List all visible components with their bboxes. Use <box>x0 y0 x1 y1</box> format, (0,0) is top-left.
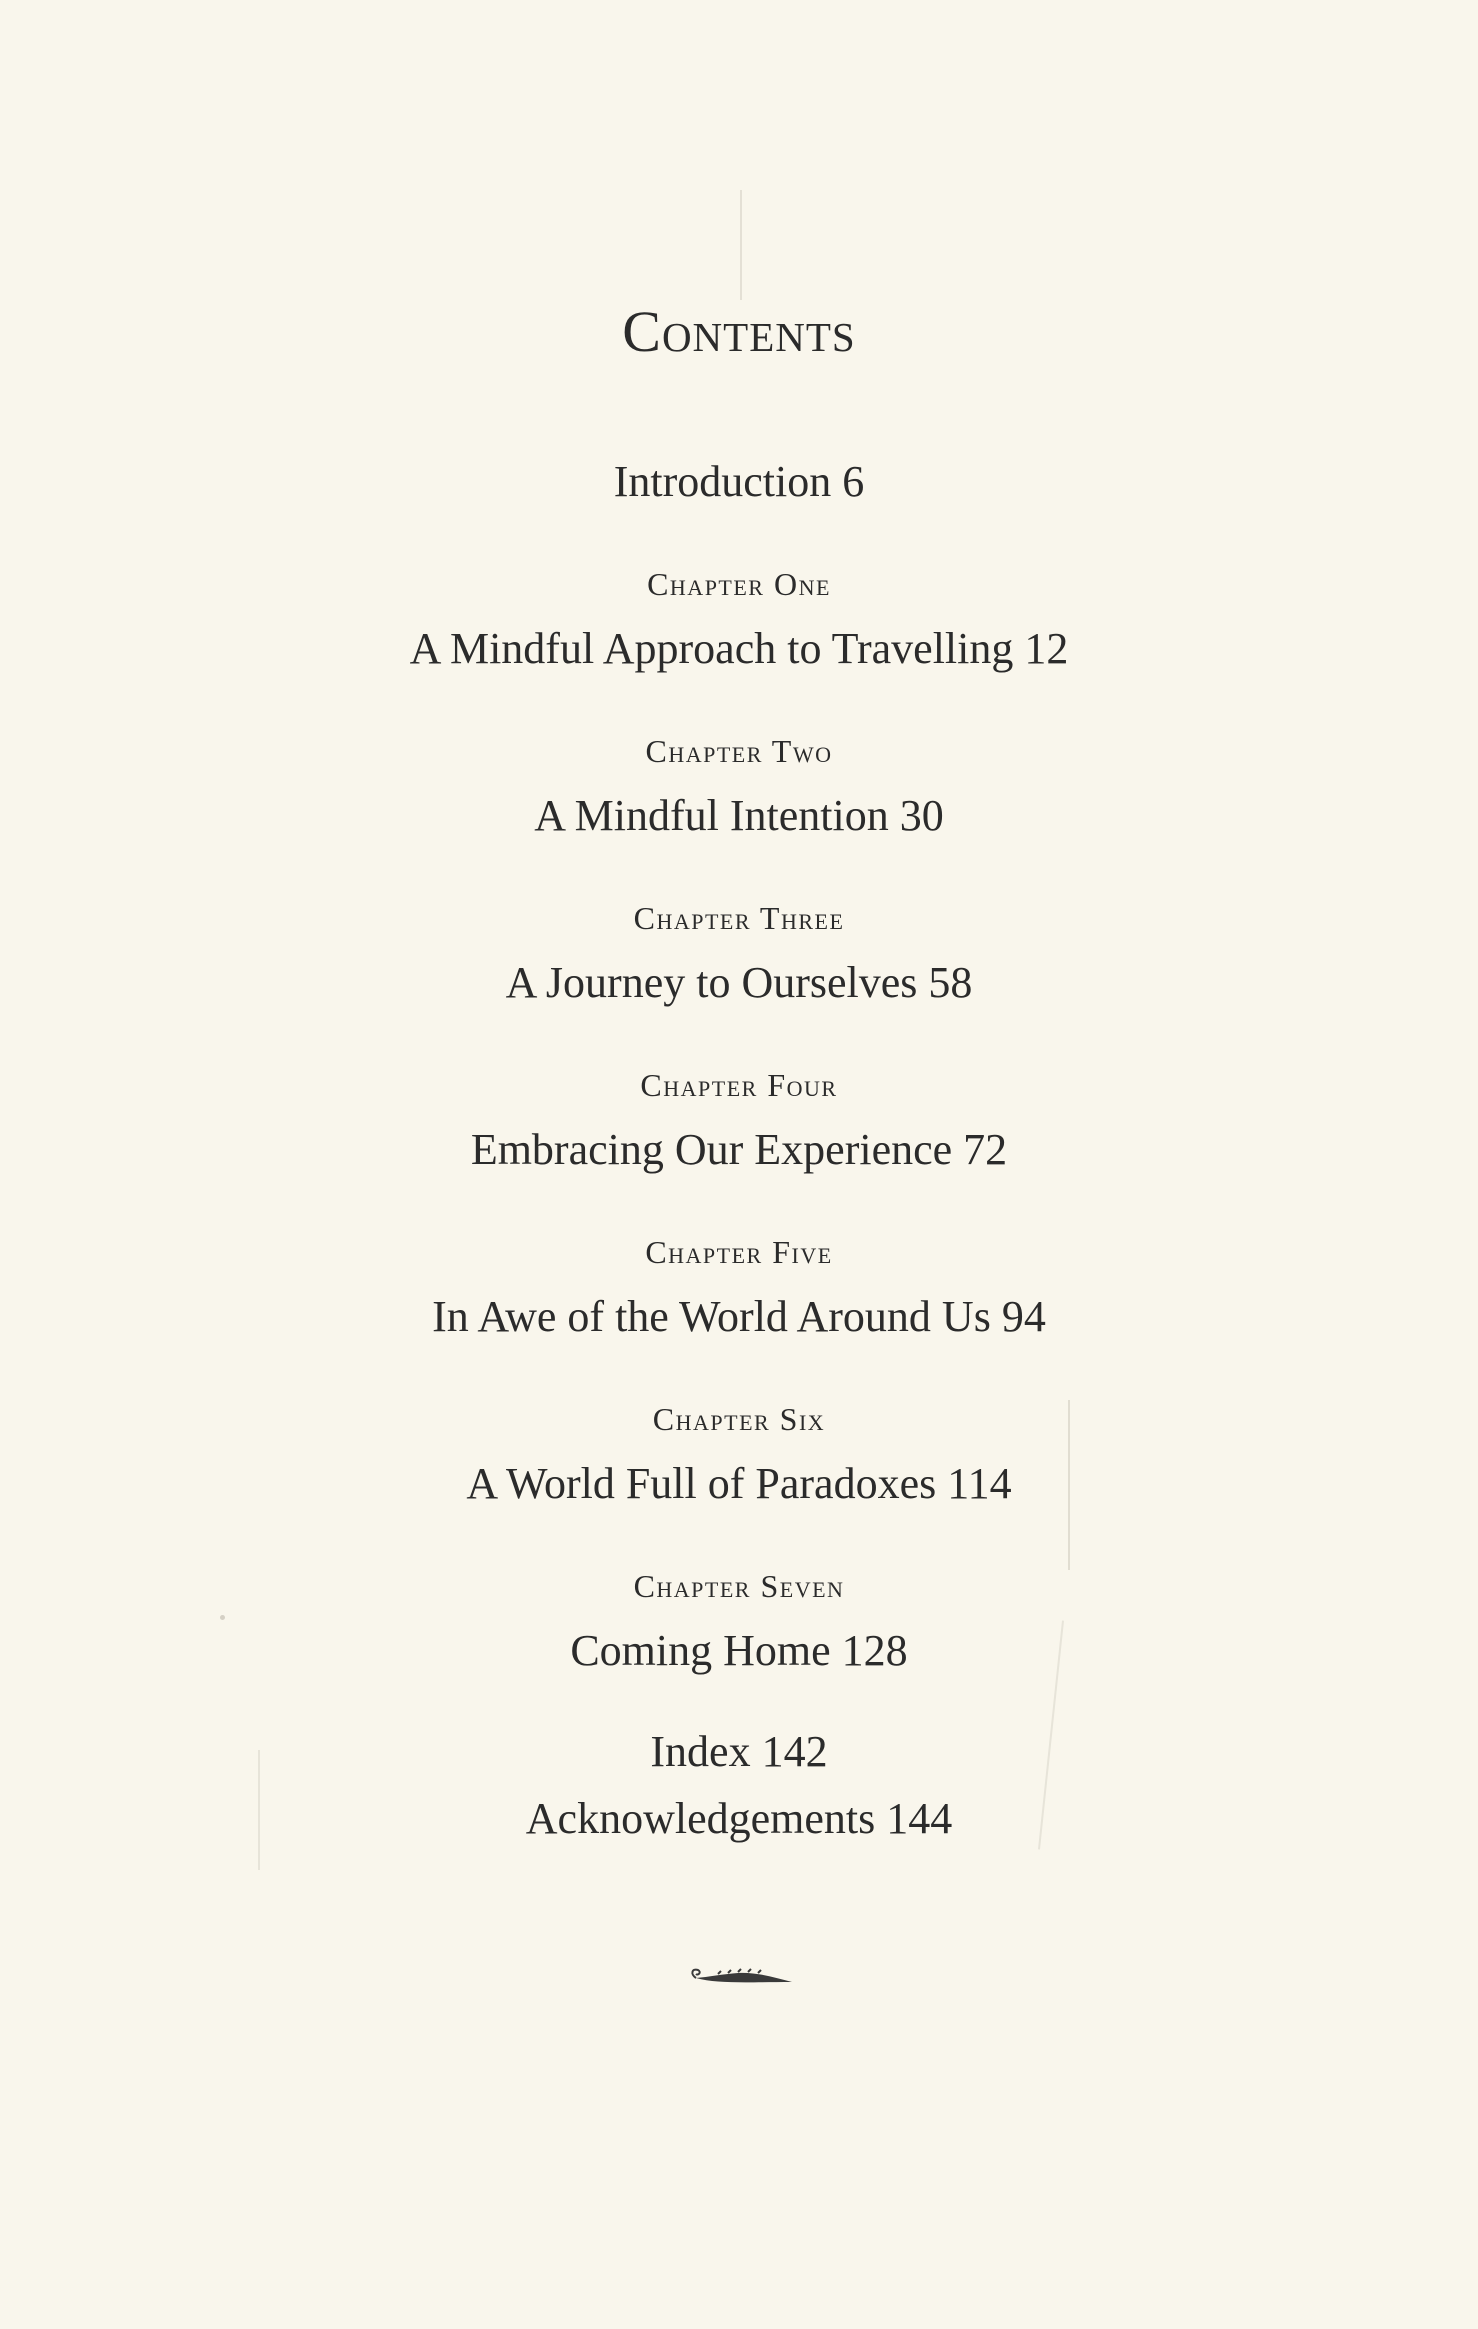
toc-acknowledgements: Acknowledgements 144 <box>525 1794 953 1843</box>
scan-mark <box>740 190 742 300</box>
chapter-label-5: Chapter Five <box>645 1234 833 1270</box>
chapter-title-6: A World Full of Paradoxes 114 <box>466 1459 1012 1508</box>
chapter-title-4: Embracing Our Experience 72 <box>470 1125 1008 1174</box>
chapter-title-7: Coming Home 128 <box>570 1626 908 1675</box>
chapter-title-3: A Journey to Ourselves 58 <box>505 958 973 1007</box>
scan-mark <box>220 1615 225 1620</box>
page-title: Contents <box>622 299 856 364</box>
chapter-title-2: A Mindful Intention 30 <box>534 791 944 840</box>
chapter-label-4: Chapter Four <box>640 1067 838 1103</box>
chapter-label-7: Chapter Seven <box>633 1568 845 1604</box>
chapter-title-5: In Awe of the World Around Us 94 <box>432 1292 1046 1341</box>
toc-index: Index 142 <box>650 1727 828 1776</box>
chapter-label-2: Chapter Two <box>645 733 833 769</box>
chapter-label-1: Chapter One <box>647 566 831 602</box>
flourish-ornament-icon <box>688 1964 798 1988</box>
chapter-label-3: Chapter Three <box>633 900 845 936</box>
chapter-title-1: A Mindful Approach to Travelling 12 <box>409 624 1069 673</box>
toc-introduction: Introduction 6 <box>613 457 865 506</box>
chapter-label-6: Chapter Six <box>652 1401 826 1437</box>
